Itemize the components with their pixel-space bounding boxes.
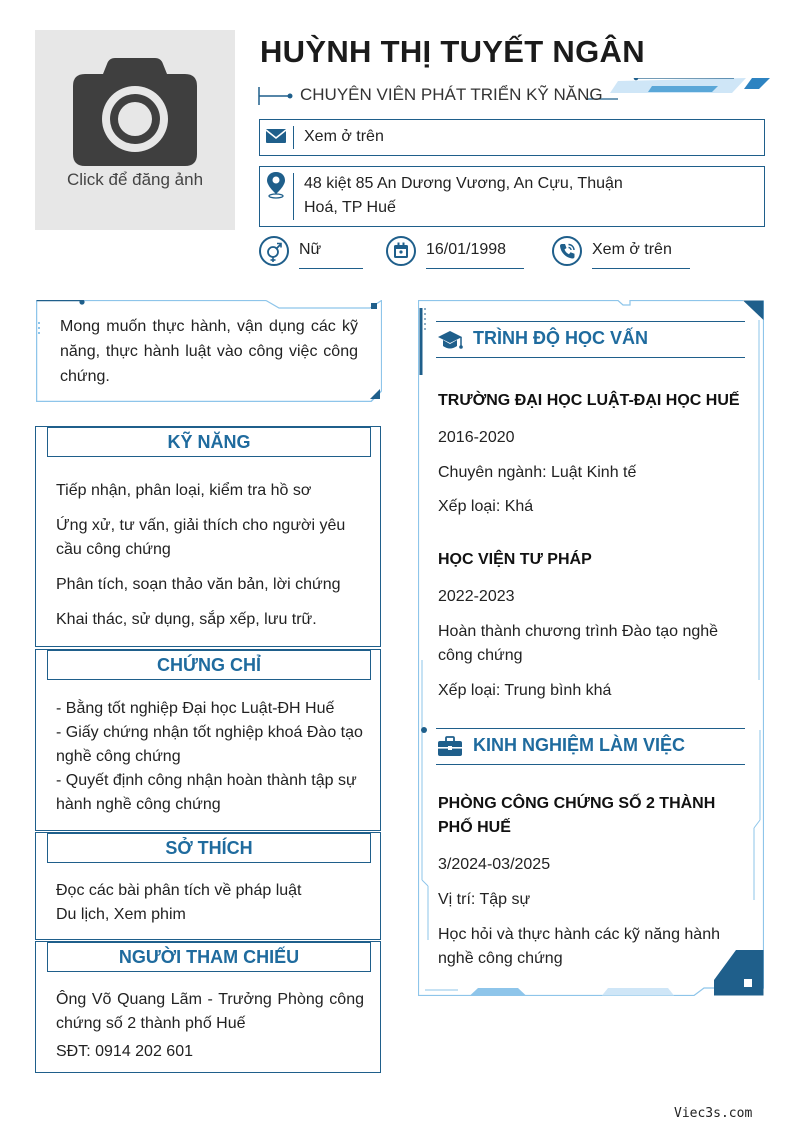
career-objective (36, 300, 382, 402)
address-line-2: Hoá, TP Huế (304, 199, 396, 216)
certificate-item: - Quyết định công nhận hoàn thành tập sự hành nghề công chứng (56, 772, 357, 813)
experience-heading: KINH NGHIỆM LÀM VIỆC (473, 735, 686, 755)
briefcase-icon (437, 734, 467, 764)
education-grade: Xếp loại: Trung bình khá (438, 682, 612, 699)
skills-list (56, 479, 364, 632)
objective-text: Mong muốn thực hành, vận dụng các kỹ năng, thực hành luật vào công việc công chứng. (60, 318, 358, 385)
location-pin-icon (260, 167, 294, 226)
education-period: 2022-2023 (438, 588, 515, 605)
skill-item: Phân tích, soạn thảo văn bản, lời chứng (56, 576, 341, 593)
references-content (56, 988, 364, 1064)
gender-icon (259, 236, 289, 266)
experience-heading-row (436, 728, 745, 764)
birthday-value: 16/01/1998 (426, 241, 507, 258)
gender-value: Nữ (299, 241, 322, 258)
reference-person: Ông Võ Quang Lãm - Trưởng Phòng công chứng số 2 thành phố Huế (56, 991, 364, 1032)
email-icon (260, 120, 294, 155)
skill-item: Tiếp nhận, phân loại, kiểm tra hồ sơ (56, 482, 312, 499)
photo-caption: Click để đăng ảnh (66, 170, 204, 189)
skill-item: Khai thác, sử dụng, sắp xếp, lưu trữ. (56, 611, 317, 628)
certificate-item: - Bằng tốt nghiệp Đại học Luật-ĐH Huế (56, 700, 335, 717)
certificates-heading: CHỨNG CHỈ (47, 650, 371, 680)
certificate-item: - Giấy chứng nhận tốt nghiệp khoá Đào tạo nghề công chứng (56, 724, 363, 765)
hobbies-list (56, 879, 364, 927)
job-title: CHUYÊN VIÊN PHÁT TRIỂN KỸ NĂNG (300, 85, 603, 104)
address-field (259, 166, 765, 227)
skills-heading: KỸ NĂNG (47, 427, 371, 457)
experience-position: Vị trí: Tập sự (438, 891, 531, 908)
phone-icon (552, 236, 582, 266)
hobby-item: Du lịch, Xem phim (56, 906, 186, 923)
calendar-icon (386, 236, 416, 266)
email-value: Xem ở trên (304, 128, 384, 145)
avatar-upload[interactable] (35, 30, 235, 230)
address-line-1: 48 kiệt 85 An Dương Vương, An Cựu, Thuận (304, 175, 623, 192)
email-field (259, 119, 765, 156)
camera-icon (73, 58, 197, 166)
gender-item (259, 236, 363, 270)
education-school: HỌC VIỆN TƯ PHÁP (438, 551, 592, 568)
birthday-item (386, 236, 524, 270)
education-school: TRƯỜNG ĐẠI HỌC LUẬT-ĐẠI HỌC HUẾ (438, 392, 740, 409)
education-major: Chuyên ngành: Luật Kinh tế (438, 464, 637, 481)
education-program: Hoàn thành chương trình Đào tạo nghề công chứng (438, 623, 719, 664)
certificates-section (35, 649, 381, 831)
hobby-item: Đọc các bài phân tích về pháp luật (56, 882, 302, 899)
references-heading: NGƯỜI THAM CHIẾU (47, 942, 371, 972)
candidate-name: HUỲNH THỊ TUYẾT NGÂN (260, 34, 645, 69)
reference-phone: SĐT: 0914 202 601 (56, 1043, 193, 1060)
right-panel (418, 300, 764, 996)
hobbies-section (35, 832, 381, 940)
certificates-list (56, 697, 364, 817)
skill-item: Ứng xử, tư vấn, giải thích cho người yêu cầu công chứng (56, 517, 346, 558)
education-period: 2016-2020 (438, 429, 515, 446)
skills-section (35, 426, 381, 647)
experience-description: Học hỏi và thực hành các kỹ năng hành nghề công chứng (438, 926, 720, 967)
job-title-row (258, 78, 770, 108)
education-grade: Xếp loại: Khá (438, 498, 534, 515)
watermark: Viec3s.com (674, 1106, 753, 1121)
graduation-cap-icon (438, 327, 468, 357)
education-heading: TRÌNH ĐỘ HỌC VẤN (473, 328, 648, 348)
references-section (35, 941, 381, 1073)
education-heading-row (436, 321, 745, 357)
experience-period: 3/2024-03/2025 (438, 856, 551, 873)
phone-value: Xem ở trên (592, 241, 672, 258)
hobbies-heading: SỞ THÍCH (47, 833, 371, 863)
experience-company: PHÒNG CÔNG CHỨNG SỐ 2 THÀNH PHỐ HUẾ (438, 795, 716, 836)
phone-item (552, 236, 690, 270)
